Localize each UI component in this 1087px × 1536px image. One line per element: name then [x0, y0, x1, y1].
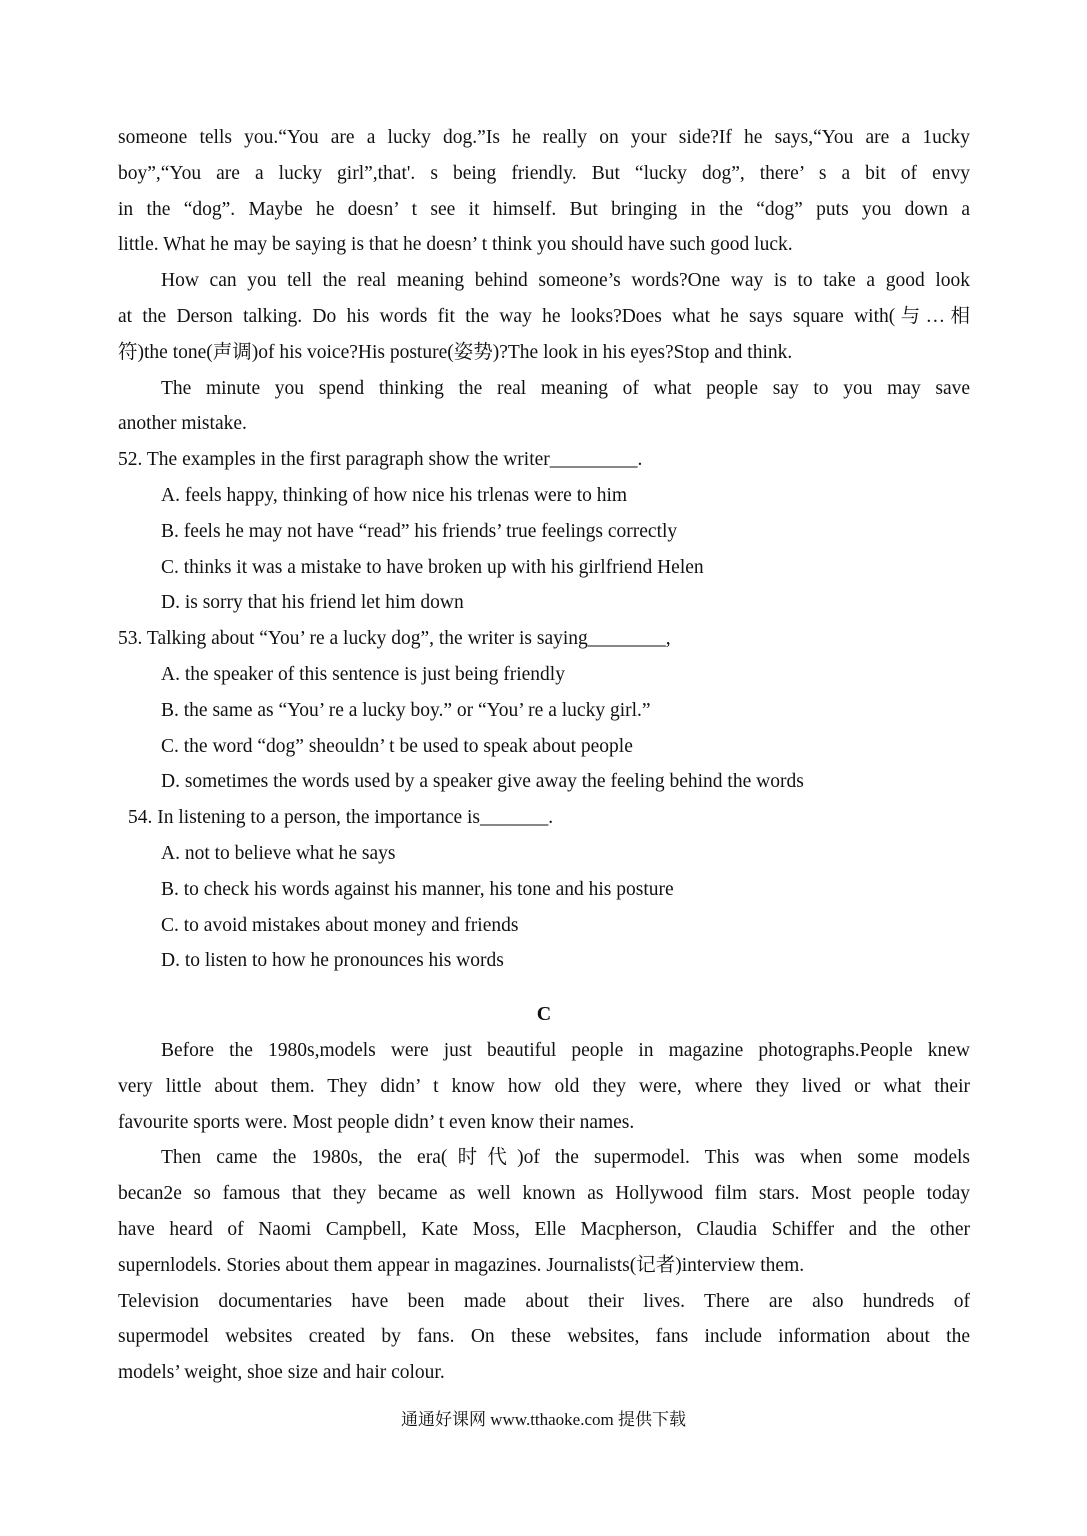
question-52 [118, 442, 970, 621]
text-line: in the “dog”. Maybe he doesn’ t see it himself. But bringing in the “dog” puts you down a [118, 198, 970, 220]
question-stem: 53. Talking about “You’ re a lucky dog”, the writer is saying________, [118, 628, 671, 650]
section-c-paragraph-1 [118, 1033, 970, 1140]
passage-b-paragraph-2 [118, 263, 970, 370]
answer-option-c[interactable]: C. the word “dog” sheouldn’ t be used to speak about people [161, 735, 633, 757]
text-line: models’ weight, shoe size and hair colour. [118, 1362, 445, 1384]
passage-b-paragraph-1 [118, 120, 970, 263]
text-line: supermodel websites created by fans. On these websites, fans include information about the [118, 1326, 970, 1348]
answer-option-d[interactable]: D. is sorry that his friend let him down [161, 592, 464, 614]
answer-option-b[interactable]: B. feels he may not have “read” his friends’ true feelings correctly [161, 520, 678, 542]
document-page [118, 120, 970, 1391]
section-c-paragraph-2 [118, 1140, 970, 1283]
text-line: at the Derson talking. Do his words fit the way he looks?Does what he says square with(与…相 [118, 305, 970, 327]
text-line: have heard of Naomi Campbell, Kate Moss, Elle Macpherson, Claudia Schiffer and the other [118, 1218, 970, 1240]
text-line: Then came the 1980s, the era(时代)of the supermodel. This was when some models [161, 1147, 970, 1169]
text-line: The minute you spend thinking the real meaning of what people say to you may save [161, 377, 970, 399]
section-c-paragraph-3 [118, 1284, 970, 1391]
question-53 [118, 621, 970, 800]
text-line: Television documentaries have been made about their lives. There are also hundreds of [118, 1290, 970, 1312]
text-line: favourite sports were. Most people didn’ t even know their names. [118, 1111, 635, 1133]
text-line: someone tells you.“You are a lucky dog.”Is he really on your side?If he says,“You are a 1ucky [118, 127, 970, 148]
answer-option-d[interactable]: D. to listen to how he pronounces his words [161, 950, 504, 972]
answer-option-c[interactable]: C. thinks it was a mistake to have broken up with his girlfriend Helen [161, 556, 704, 578]
text-line: boy”,“You are a lucky girl”,that'. s being friendly. But “lucky dog”, there’ s a bit of envy [118, 162, 970, 184]
passage-b-paragraph-3 [118, 371, 970, 443]
answer-option-a[interactable]: A. not to believe what he says [161, 842, 396, 864]
answer-option-a[interactable]: A. feels happy, thinking of how nice his trlenas were to him [161, 484, 628, 506]
text-line: little. What he may be saying is that he doesn’ t think you should have such good luck. [118, 234, 793, 256]
text-line: another mistake. [118, 413, 247, 435]
page-footer: 通通好课网 www.tthaoke.com 提供下载 [400, 1410, 687, 1429]
answer-option-a[interactable]: A. the speaker of this sentence is just being friendly [161, 663, 565, 685]
section-c-title: C [536, 1003, 552, 1026]
answer-option-d[interactable]: D. sometimes the words used by a speaker give away the feeling behind the words [161, 771, 804, 793]
text-line: 符)the tone(声调)of his voice?His posture(姿势)?The look in his eyes?Stop and think. [118, 341, 793, 363]
answer-option-b[interactable]: B. to check his words against his manner, his tone and his posture [161, 878, 674, 900]
text-line: becan2e so famous that they became as well known as Hollywood film stars. Most people today [118, 1183, 970, 1205]
question-stem: 54. In listening to a person, the importance is_______. [128, 807, 554, 829]
text-line: Before the 1980s,models were just beautiful people in magazine photographs.People knew [161, 1039, 970, 1061]
question-stem: 52. The examples in the first paragraph show the writer_________. [118, 449, 643, 471]
answer-option-c[interactable]: C. to avoid mistakes about money and friends [161, 914, 519, 936]
text-line: very little about them. They didn’ t know how old they were, where they lived or what their [118, 1075, 970, 1097]
text-line: supernlodels. Stories about them appear in magazines. Journalists(记者)interview them. [118, 1254, 805, 1276]
answer-option-b[interactable]: B. the same as “You’ re a lucky boy.” or “You’ re a lucky girl.” [161, 699, 651, 721]
question-54 [118, 800, 970, 979]
text-line: How can you tell the real meaning behind someone’s words?One way is to take a good look [161, 270, 970, 292]
